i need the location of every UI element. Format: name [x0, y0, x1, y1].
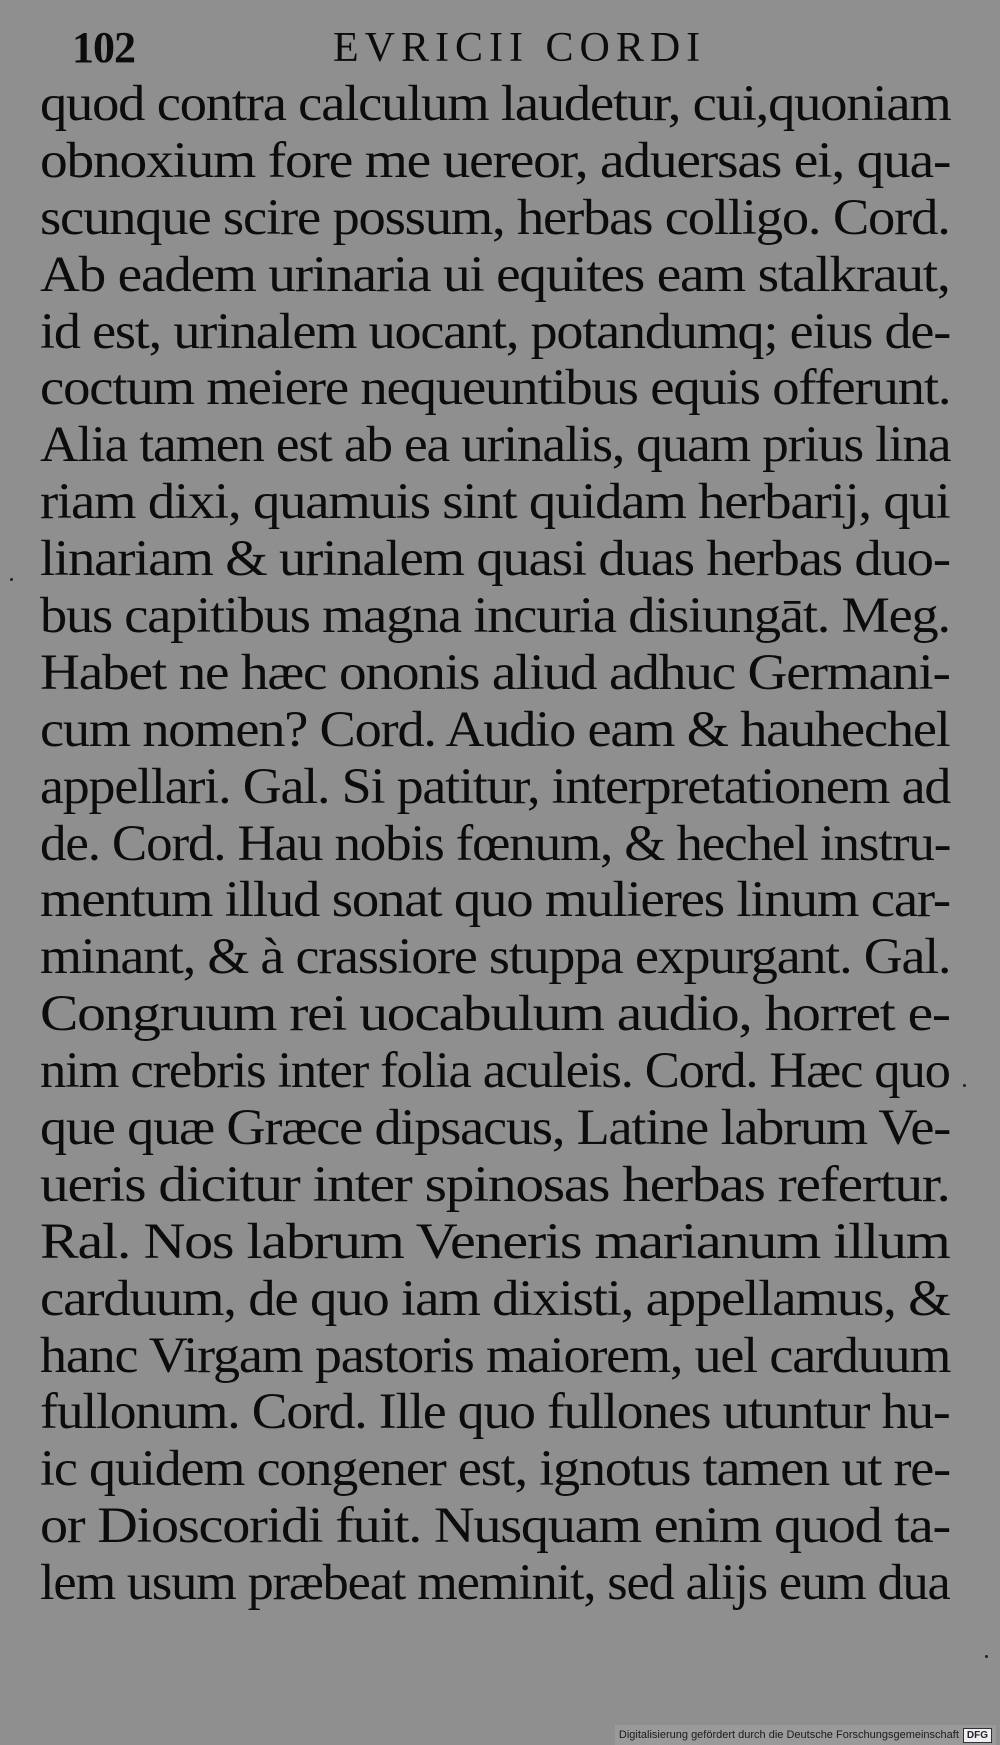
running-head — [48, 14, 948, 74]
text-line: Habet ne hæc ononis aliud adhuc Germani- — [40, 644, 950, 701]
text-line: Ab eadem urinaria ui equites eam stalkraut, — [40, 246, 950, 303]
digitization-credit — [615, 1725, 996, 1745]
dfg-logo: DFG — [963, 1728, 992, 1743]
text-line: Alia tamen est ab ea urinalis, quam prius lina — [40, 417, 951, 474]
text-line: linariam & urinalem quasi duas herbas duo- — [40, 531, 950, 588]
body-text — [40, 76, 960, 1612]
text-line: hanc Virgam pastoris maiorem, uel carduum — [40, 1327, 951, 1384]
text-line: carduum, de quo iam dixisti, appellamus, & — [40, 1270, 950, 1327]
text-line: bus capitibus magna incuria disiungāt. Meg. — [40, 588, 950, 645]
text-line: id est, urinalem uocant, potandumq; eius de- — [40, 303, 951, 360]
text-line: nim crebris inter folia aculeis. Cord. Hæc quo — [40, 1043, 950, 1100]
text-line: mentum illud sonat quo mulieres linum car- — [40, 872, 950, 929]
text-line: de. Cord. Hau nobis fœnum, & hechel instru- — [40, 815, 951, 872]
text-line: ueris dicitur inter spinosas herbas refertur. — [40, 1156, 950, 1213]
text-line: lem usum præbeat meminit, sed alijs eum dua — [40, 1555, 950, 1612]
text-line: que quæ Græce dipsacus, Latine labrum Ve- — [40, 1100, 951, 1157]
text-line: fullonum. Cord. Ille quo fullones utuntur hu- — [40, 1384, 950, 1441]
text-line: riam dixi, quamuis sint quidam herbarij, qui — [40, 474, 950, 531]
paper-speck — [985, 1655, 988, 1658]
running-title: EVRICII CORDI — [333, 25, 707, 71]
text-line: cum nomen? Cord. Audio eam & hauhechel — [40, 701, 950, 758]
text-line: minant, & à crassiore stuppa expurgant. Gal. — [40, 929, 951, 986]
text-line: Congruum rei uocabulum audio, horret e- — [40, 986, 950, 1043]
text-line: or Dioscoridi fuit. Nusquam enim quod ta- — [40, 1498, 951, 1555]
text-line: ic quidem congener est, ignotus tamen ut re- — [40, 1441, 950, 1498]
paper-speck — [963, 1084, 966, 1087]
text-line: Ral. Nos labrum Veneris marianum illum — [40, 1213, 950, 1270]
paper-speck — [10, 578, 13, 581]
text-line: coctum meiere nequeuntibus equis offerunt. — [40, 360, 951, 417]
text-line: scunque scire possum, herbas colligo. Cord. — [40, 189, 950, 246]
text-line: obnoxium fore me uereor, aduersas ei, qua- — [40, 132, 951, 189]
text-line: quod contra calculum laudetur, cui,quoniam — [40, 76, 951, 132]
text-line: appellari. Gal. Si patitur, interpretationem ad — [40, 758, 951, 815]
page-number: 102 — [72, 23, 135, 72]
credit-text: Digitalisierung gefördert durch die Deutsche Forschungsgemeinschaft — [618, 1729, 959, 1741]
